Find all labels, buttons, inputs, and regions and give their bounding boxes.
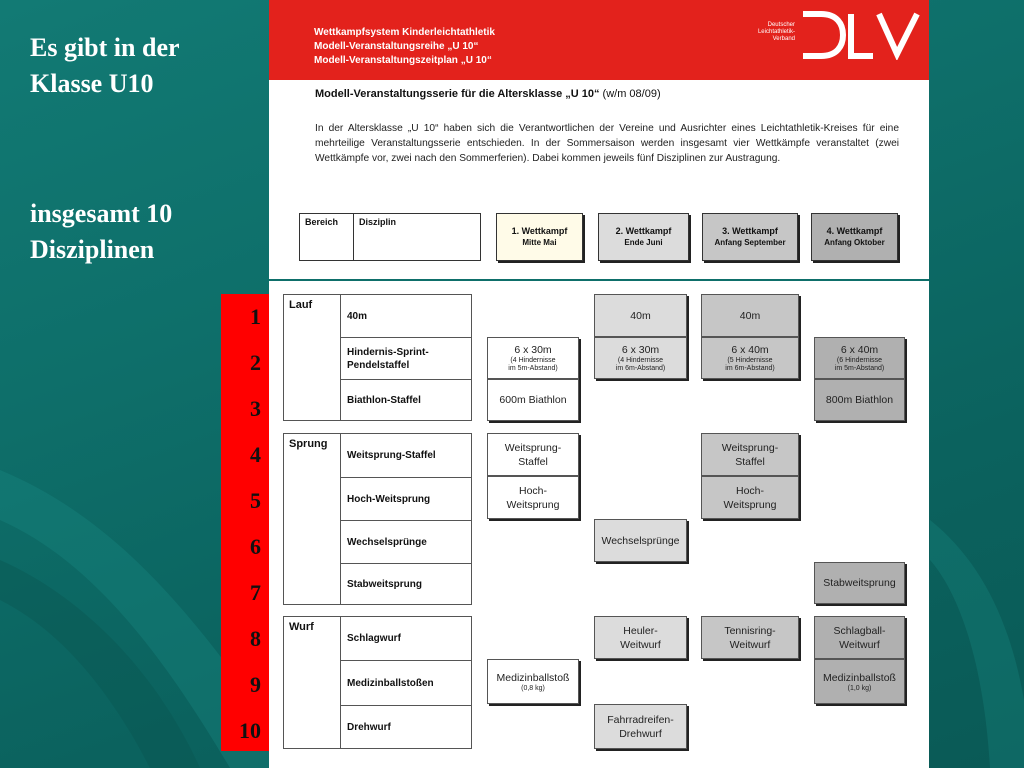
bereich-lauf-label: Lauf — [289, 299, 313, 311]
number-1: 1 — [250, 304, 261, 329]
subheading-line-2: Disziplinen — [30, 235, 155, 264]
discipline-40m: 40m — [347, 310, 368, 322]
cell-r5-wk3 — [701, 476, 799, 519]
cell-r10-wk2 — [594, 704, 687, 749]
r4-wk1-l2: Staffel — [518, 455, 548, 468]
number-4: 4 — [250, 442, 261, 467]
r9-wk1-note: (0,8 kg) — [521, 684, 545, 692]
cell-r8-wk2 — [594, 616, 687, 659]
discipline-wechselspruenge: Wechselsprünge — [341, 520, 471, 563]
discipline-schlagwurf: Schlagwurf — [347, 633, 401, 644]
bereich-wurf — [283, 616, 472, 749]
cell-r3-wk1: 600m Biathlon — [487, 379, 579, 421]
r8-wk4-l1: Schlagball- — [833, 624, 886, 637]
r4-wk1-l1: Weitsprung- — [504, 441, 562, 454]
r10-wk2-l1: Fahrradreifen- — [607, 713, 674, 726]
cell-r2-wk1 — [487, 337, 579, 379]
r8-wk4-l2: Weitwurf — [839, 638, 880, 651]
r10-wk2-l2: Drehwurf — [619, 727, 662, 740]
bereich-sprung — [283, 433, 472, 605]
header-bereich: Bereich — [299, 213, 354, 261]
r2-wk2-note1: (4 Hindernisse — [617, 357, 664, 364]
discipline-weitsprung-staffel: Weitsprung-Staffel — [347, 450, 436, 461]
cell-r1-wk3: 40m — [701, 294, 799, 337]
cell-r2-wk2 — [594, 337, 687, 379]
r2-wk3-main: 6 x 40m — [731, 344, 769, 356]
title-rest: (w/m 08/09) — [599, 88, 661, 100]
heading-line-2: Klasse U10 — [30, 69, 154, 98]
number-10: 10 — [239, 718, 261, 743]
r2-wk1-note1: (4 Hindernisse — [510, 357, 556, 364]
header-wettkampf-1 — [496, 213, 583, 261]
r2-wk3-note1: (5 Hindernisse — [727, 357, 773, 364]
r5-wk1-l1: Hoch- — [518, 484, 547, 497]
r8-wk2-l1: Heuler- — [623, 624, 658, 637]
number-3: 3 — [250, 396, 261, 421]
r2-wk1-note2: im 5m-Abstand) — [508, 365, 558, 372]
dlv-logo — [745, 0, 929, 80]
document-paragraph: In der Altersklasse „U 10“ haben sich die Verantwortlichen der Vereine und Ausrichter eines Leichtathletik-Kreises für eine mehrteilige Veranstaltungsserie entschieden. In der Sommersaison werden insgesamt vier Wettkämpfe veranstaltet (zwei Wettkämpfe vor, zwei nach den Sommerferien). Dabei kommen jeweils fünf Disziplinen zur Austragung. — [315, 123, 899, 164]
cell-r9-wk4 — [814, 659, 905, 704]
bereich-sprung-label: Sprung — [289, 438, 328, 450]
r5-wk3-l2: Weitsprung — [723, 498, 777, 511]
wk2-sub: Ende Juni — [624, 238, 663, 247]
r2-wk4-note1: (6 Hindernisse — [836, 357, 883, 364]
header-wettkampf-4 — [811, 213, 898, 261]
header-wettkampf-2 — [598, 213, 689, 261]
r9-wk4-main: Medizinballstoß — [823, 671, 896, 684]
cell-r8-wk4 — [814, 616, 905, 659]
bereich-wurf-label: Wurf — [289, 621, 314, 633]
r2-wk4-main: 6 x 40m — [840, 344, 879, 356]
document-title — [315, 88, 661, 100]
header-line-1: Wettkampfsystem Kinderleichtathletik — [314, 27, 495, 38]
wk2-title: 2. Wettkampf — [615, 226, 672, 236]
header-wettkampf-3 — [702, 213, 798, 261]
wk4-sub: Anfang Oktober — [824, 238, 885, 247]
header-line-2: Modell-Veranstaltungsreihe „U 10“ — [314, 41, 479, 52]
number-8: 8 — [250, 626, 261, 651]
wk1-title: 1. Wettkampf — [511, 226, 568, 236]
wk3-title: 3. Wettkampf — [722, 226, 778, 236]
document-panel — [269, 0, 929, 768]
cell-r4-wk3 — [701, 433, 799, 476]
discipline-medizinballstossen: Medizinballstoßen — [341, 660, 471, 705]
heading-line-1: Es gibt in der — [30, 33, 180, 62]
cell-r1-wk2: 40m — [594, 294, 687, 337]
cell-r9-wk1 — [487, 659, 579, 704]
header-disziplin: Disziplin — [353, 213, 481, 261]
subheading-line-1: insgesamt 10 — [30, 199, 173, 228]
r2-wk2-main: 6 x 30m — [621, 344, 660, 356]
cell-r2-wk3 — [701, 337, 799, 379]
section-divider — [269, 279, 929, 281]
dlv-logo-icon — [799, 10, 921, 60]
discipline-number-bar — [221, 294, 269, 751]
cell-r6-wk2: Wechselsprünge — [594, 519, 687, 562]
r4-wk3-l2: Staffel — [735, 455, 765, 468]
r2-wk2-note2: im 6m-Abstand) — [615, 365, 666, 372]
r5-wk1-l2: Weitsprung — [506, 498, 560, 511]
r5-wk3-l1: Hoch- — [735, 484, 764, 497]
wk1-sub: Mitte Mai — [522, 238, 557, 247]
r8-wk2-l2: Weitwurf — [620, 638, 661, 651]
r2-wk1-main: 6 x 30m — [514, 344, 552, 356]
cell-r3-wk4: 800m Biathlon — [814, 379, 905, 421]
wk4-title: 4. Wettkampf — [826, 226, 883, 236]
number-7: 7 — [250, 580, 261, 605]
logo-caption: Deutscher Leichtathletik-Verband — [757, 22, 795, 42]
cell-r2-wk4 — [814, 337, 905, 379]
slide-heading — [30, 30, 260, 102]
r9-wk4-note: (1,0 kg) — [847, 684, 872, 692]
discipline-hoch-weitsprung: Hoch-Weitsprung — [341, 477, 471, 520]
slide-subheading — [30, 196, 260, 268]
cell-r5-wk1 — [487, 476, 579, 519]
cell-r8-wk3 — [701, 616, 799, 659]
number-5: 5 — [250, 488, 261, 513]
number-2: 2 — [250, 350, 261, 375]
cell-r4-wk1 — [487, 433, 579, 476]
number-9: 9 — [250, 672, 261, 697]
cell-r7-wk4: Stabweitsprung — [814, 562, 905, 604]
discipline-biathlon-staffel: Biathlon-Staffel — [341, 379, 471, 421]
r9-wk1-main: Medizinballstoß — [496, 671, 570, 684]
r4-wk3-l1: Weitsprung- — [721, 441, 779, 454]
r8-wk3-l1: Tennisring- — [724, 624, 776, 637]
r2-wk4-note2: im 5m-Abstand) — [834, 365, 885, 372]
r8-wk3-l2: Weitwurf — [729, 638, 771, 651]
discipline-hindernis-sprint: Hindernis-Sprint-Pendelstaffel — [341, 337, 471, 379]
number-6: 6 — [250, 534, 261, 559]
title-bold: Modell-Veranstaltungsserie für die Altersklasse „U 10“ — [315, 88, 600, 100]
header-line-3: Modell-Veranstaltungszeitplan „U 10“ — [314, 55, 492, 66]
r2-wk3-note2: im 6m-Abstand) — [725, 365, 775, 372]
wk3-sub: Anfang September — [714, 238, 786, 247]
discipline-drehwurf: Drehwurf — [341, 705, 471, 749]
discipline-stabweitsprung: Stabweitsprung — [341, 563, 471, 605]
bereich-lauf — [283, 294, 472, 421]
document-header — [269, 0, 929, 80]
